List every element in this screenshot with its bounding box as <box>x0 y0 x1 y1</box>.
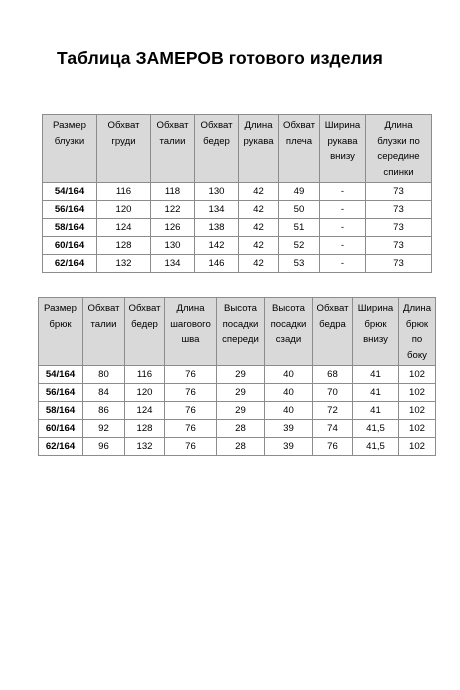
table-row <box>43 255 432 273</box>
table-cell: 120 <box>125 384 165 402</box>
table-cell: 130 <box>195 183 239 201</box>
blouse-measurements-table <box>42 114 432 273</box>
header-cell: Обхват бедер <box>125 298 165 366</box>
table-cell: 29 <box>217 366 265 384</box>
table-row <box>43 183 432 201</box>
table-cell: 134 <box>195 201 239 219</box>
header-cell: Размер брюк <box>39 298 83 366</box>
size-cell: 54/164 <box>43 183 97 201</box>
header-cell: Размер блузки <box>43 115 97 183</box>
table-cell: - <box>320 237 366 255</box>
size-cell: 56/164 <box>39 384 83 402</box>
table-cell: 126 <box>151 219 195 237</box>
table-cell: 128 <box>125 420 165 438</box>
table-cell: 42 <box>239 219 279 237</box>
table-cell: 73 <box>366 201 432 219</box>
size-cell: 58/164 <box>39 402 83 420</box>
table-cell: 41,5 <box>353 438 399 456</box>
table-cell: 41,5 <box>353 420 399 438</box>
table-row <box>43 201 432 219</box>
table-cell: 49 <box>279 183 320 201</box>
table-cell: - <box>320 183 366 201</box>
header-cell: Ширина рукава внизу <box>320 115 366 183</box>
size-cell: 60/164 <box>39 420 83 438</box>
header-cell: Высота посадки спереди <box>217 298 265 366</box>
table-cell: 76 <box>165 420 217 438</box>
table-row <box>39 384 436 402</box>
header-cell: Обхват плеча <box>279 115 320 183</box>
table-cell: 102 <box>399 402 436 420</box>
table-header-row <box>39 298 436 366</box>
table-cell: 132 <box>125 438 165 456</box>
table-cell: 80 <box>83 366 125 384</box>
table-cell: 120 <box>97 201 151 219</box>
table-cell: 41 <box>353 366 399 384</box>
size-cell: 56/164 <box>43 201 97 219</box>
table-cell: 102 <box>399 438 436 456</box>
table-row <box>43 219 432 237</box>
table-cell: 86 <box>83 402 125 420</box>
table-cell: 52 <box>279 237 320 255</box>
header-cell: Обхват талии <box>83 298 125 366</box>
table-row <box>39 438 436 456</box>
table-row <box>39 402 436 420</box>
table-cell: 122 <box>151 201 195 219</box>
table-cell: 42 <box>239 255 279 273</box>
table-row <box>39 366 436 384</box>
table-cell: 42 <box>239 183 279 201</box>
table-cell: 70 <box>313 384 353 402</box>
table-cell: 68 <box>313 366 353 384</box>
table-cell: - <box>320 219 366 237</box>
table-cell: 40 <box>265 384 313 402</box>
table-cell: 76 <box>165 366 217 384</box>
table-cell: 76 <box>165 384 217 402</box>
table-cell: 73 <box>366 183 432 201</box>
table-cell: 42 <box>239 201 279 219</box>
table-cell: 50 <box>279 201 320 219</box>
table-cell: 102 <box>399 366 436 384</box>
table-cell: 29 <box>217 384 265 402</box>
table-cell: 102 <box>399 420 436 438</box>
table-cell: 53 <box>279 255 320 273</box>
table-cell: 72 <box>313 402 353 420</box>
table-cell: 74 <box>313 420 353 438</box>
table-row <box>39 420 436 438</box>
size-cell: 62/164 <box>39 438 83 456</box>
size-cell: 60/164 <box>43 237 97 255</box>
table-cell: 29 <box>217 402 265 420</box>
table-cell: 116 <box>97 183 151 201</box>
table-cell: 73 <box>366 255 432 273</box>
table-cell: - <box>320 201 366 219</box>
table-cell: 146 <box>195 255 239 273</box>
table-cell: 102 <box>399 384 436 402</box>
header-cell: Высота посадки сзади <box>265 298 313 366</box>
table-cell: 39 <box>265 420 313 438</box>
table-cell: 124 <box>125 402 165 420</box>
table-cell: 134 <box>151 255 195 273</box>
size-cell: 62/164 <box>43 255 97 273</box>
table-cell: 76 <box>165 438 217 456</box>
table-cell: 130 <box>151 237 195 255</box>
table-header-row <box>43 115 432 183</box>
table-cell: 118 <box>151 183 195 201</box>
table-cell: 96 <box>83 438 125 456</box>
table-cell: 142 <box>195 237 239 255</box>
header-cell: Обхват груди <box>97 115 151 183</box>
table-cell: 76 <box>313 438 353 456</box>
size-cell: 54/164 <box>39 366 83 384</box>
table-cell: 41 <box>353 384 399 402</box>
table-cell: 116 <box>125 366 165 384</box>
table-cell: 138 <box>195 219 239 237</box>
header-cell: Длина шагового шва <box>165 298 217 366</box>
header-cell: Длина блузки по середине спинки <box>366 115 432 183</box>
header-cell: Ширина брюк внизу <box>353 298 399 366</box>
table-cell: - <box>320 255 366 273</box>
table-cell: 73 <box>366 219 432 237</box>
header-cell: Обхват бедра <box>313 298 353 366</box>
table-cell: 40 <box>265 402 313 420</box>
table-cell: 124 <box>97 219 151 237</box>
table-cell: 41 <box>353 402 399 420</box>
table-cell: 128 <box>97 237 151 255</box>
header-cell: Длина брюк по боку <box>399 298 436 366</box>
table-cell: 84 <box>83 384 125 402</box>
header-cell: Длина рукава <box>239 115 279 183</box>
header-cell: Обхват талии <box>151 115 195 183</box>
table-row <box>43 237 432 255</box>
table-cell: 51 <box>279 219 320 237</box>
page-title: Таблица ЗАМЕРОВ готового изделия <box>57 48 383 68</box>
table-cell: 92 <box>83 420 125 438</box>
table-cell: 28 <box>217 420 265 438</box>
pants-measurements-table <box>38 297 436 456</box>
table-cell: 76 <box>165 402 217 420</box>
table-cell: 40 <box>265 366 313 384</box>
table-cell: 73 <box>366 237 432 255</box>
table-cell: 28 <box>217 438 265 456</box>
header-cell: Обхват бедер <box>195 115 239 183</box>
table-cell: 42 <box>239 237 279 255</box>
table-cell: 132 <box>97 255 151 273</box>
table-cell: 39 <box>265 438 313 456</box>
size-cell: 58/164 <box>43 219 97 237</box>
